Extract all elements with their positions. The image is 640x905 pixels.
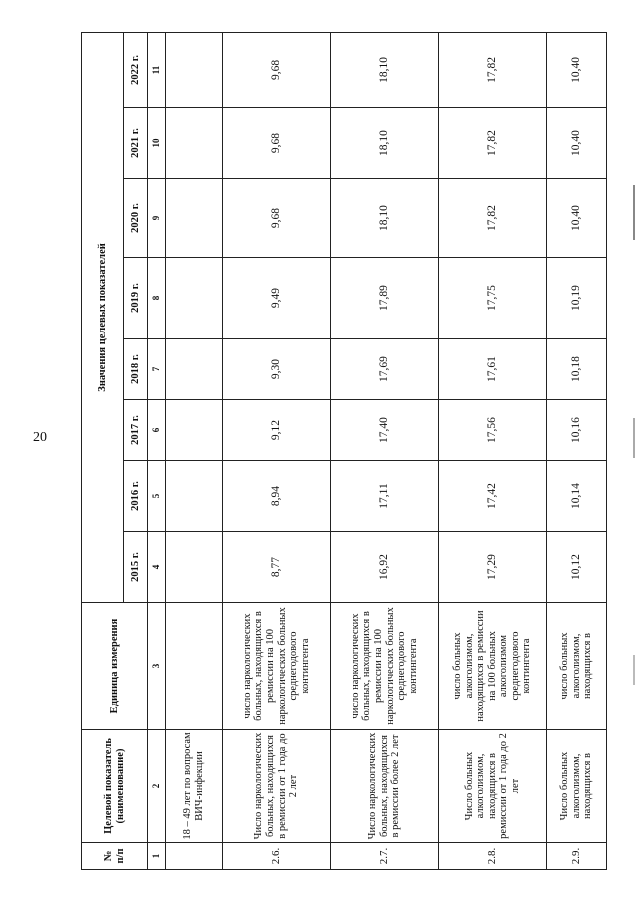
header-year-2020: 2020 г. <box>124 179 148 258</box>
scan-mark <box>633 655 635 685</box>
value-cell: 18,10 <box>331 179 439 258</box>
header-year-2019: 2019 г. <box>124 258 148 339</box>
rotated-table-container <box>81 33 594 870</box>
value-cell: 9,49 <box>223 258 331 339</box>
header-unit: Единица измерения <box>82 603 148 730</box>
header-row-1 <box>82 32 124 869</box>
value-cell: 17,82 <box>439 179 547 258</box>
table-row <box>166 32 223 869</box>
col-number: 11 <box>148 32 166 107</box>
col-number: 9 <box>148 179 166 258</box>
value-cell: 10,40 <box>547 32 607 107</box>
col-number: 6 <box>148 400 166 461</box>
scan-mark <box>633 185 635 240</box>
col-number: 3 <box>148 603 166 730</box>
indicator-name: Число больных алкоголизмом, находящихся в <box>547 730 607 843</box>
value-cell: 10,19 <box>547 258 607 339</box>
row-number: 2.8. <box>439 843 547 870</box>
target-indicators-table <box>81 32 607 870</box>
table-row <box>547 32 607 869</box>
indicator-name: Число больных алкоголизмом, находящихся в ремиссии от 1 года до 2 лет <box>439 730 547 843</box>
value-cell: 17,42 <box>439 461 547 532</box>
value-cell: 17,69 <box>331 339 439 400</box>
value-cell: 9,30 <box>223 339 331 400</box>
table-row <box>223 32 331 869</box>
value-cell <box>166 461 223 532</box>
value-cell: 10,16 <box>547 400 607 461</box>
row-number: 2.7. <box>331 843 439 870</box>
value-cell: 9,68 <box>223 32 331 107</box>
value-cell <box>166 32 223 107</box>
value-cell: 10,12 <box>547 532 607 603</box>
value-cell: 9,68 <box>223 179 331 258</box>
value-cell <box>166 400 223 461</box>
header-year-2017: 2017 г. <box>124 400 148 461</box>
row-number: 2.6. <box>223 843 331 870</box>
value-cell <box>166 532 223 603</box>
table-row <box>439 32 547 869</box>
value-cell: 18,10 <box>331 32 439 107</box>
value-cell: 17,61 <box>439 339 547 400</box>
value-cell: 17,82 <box>439 32 547 107</box>
unit-cell: число наркологических больных, находящихся в ремиссии на 100 наркологических больных среднегодового контингента <box>331 603 439 730</box>
column-numbers-row <box>148 32 166 869</box>
value-cell: 18,10 <box>331 108 439 179</box>
value-cell: 17,40 <box>331 400 439 461</box>
indicator-name: Число наркологических больных, находящихся в ремиссии более 2 лет <box>331 730 439 843</box>
col-number: 4 <box>148 532 166 603</box>
unit-cell: число больных алкоголизмом, находящихся в <box>547 603 607 730</box>
indicator-name: 18 – 49 лет по вопросам ВИЧ-инфекции <box>166 730 223 843</box>
header-num: № п/п <box>82 843 148 870</box>
scan-mark <box>633 418 635 458</box>
value-cell: 10,14 <box>547 461 607 532</box>
header-year-2018: 2018 г. <box>124 339 148 400</box>
indicator-name: Число наркологических больных, находящихся в ремиссии от 1 года до 2 лет <box>223 730 331 843</box>
value-cell: 8,77 <box>223 532 331 603</box>
value-cell: 10,40 <box>547 179 607 258</box>
value-cell <box>166 339 223 400</box>
row-number: 2.9. <box>547 843 607 870</box>
value-cell: 9,68 <box>223 108 331 179</box>
value-cell <box>166 108 223 179</box>
header-values-group: Значения целевых показателей <box>82 32 124 602</box>
value-cell: 17,82 <box>439 108 547 179</box>
col-number: 8 <box>148 258 166 339</box>
col-number: 5 <box>148 461 166 532</box>
value-cell: 17,89 <box>331 258 439 339</box>
value-cell: 17,56 <box>439 400 547 461</box>
value-cell <box>166 179 223 258</box>
col-number: 2 <box>148 730 166 843</box>
header-year-2016: 2016 г. <box>124 461 148 532</box>
col-number: 7 <box>148 339 166 400</box>
col-number: 10 <box>148 108 166 179</box>
value-cell: 9,12 <box>223 400 331 461</box>
value-cell: 10,18 <box>547 339 607 400</box>
value-cell: 16,92 <box>331 532 439 603</box>
value-cell <box>166 258 223 339</box>
page-number: 20 <box>33 430 47 445</box>
unit-cell <box>166 603 223 730</box>
header-indicator: Целевой показатель (наименование) <box>82 730 148 843</box>
value-cell: 10,40 <box>547 108 607 179</box>
row-number <box>166 843 223 870</box>
value-cell: 17,75 <box>439 258 547 339</box>
header-year-2022: 2022 г. <box>124 32 148 107</box>
value-cell: 8,94 <box>223 461 331 532</box>
value-cell: 17,29 <box>439 532 547 603</box>
col-number: 1 <box>148 843 166 870</box>
unit-cell: число больных алкоголизмом, находящихся в ремиссии на 100 больных алкоголизмом среднегодового контингента <box>439 603 547 730</box>
value-cell: 17,11 <box>331 461 439 532</box>
header-year-2015: 2015 г. <box>124 532 148 603</box>
unit-cell: число наркологических больных, находящихся в ремиссии на 100 наркологических больных среднегодового контингента <box>223 603 331 730</box>
header-year-2021: 2021 г. <box>124 108 148 179</box>
table-row <box>331 32 439 869</box>
